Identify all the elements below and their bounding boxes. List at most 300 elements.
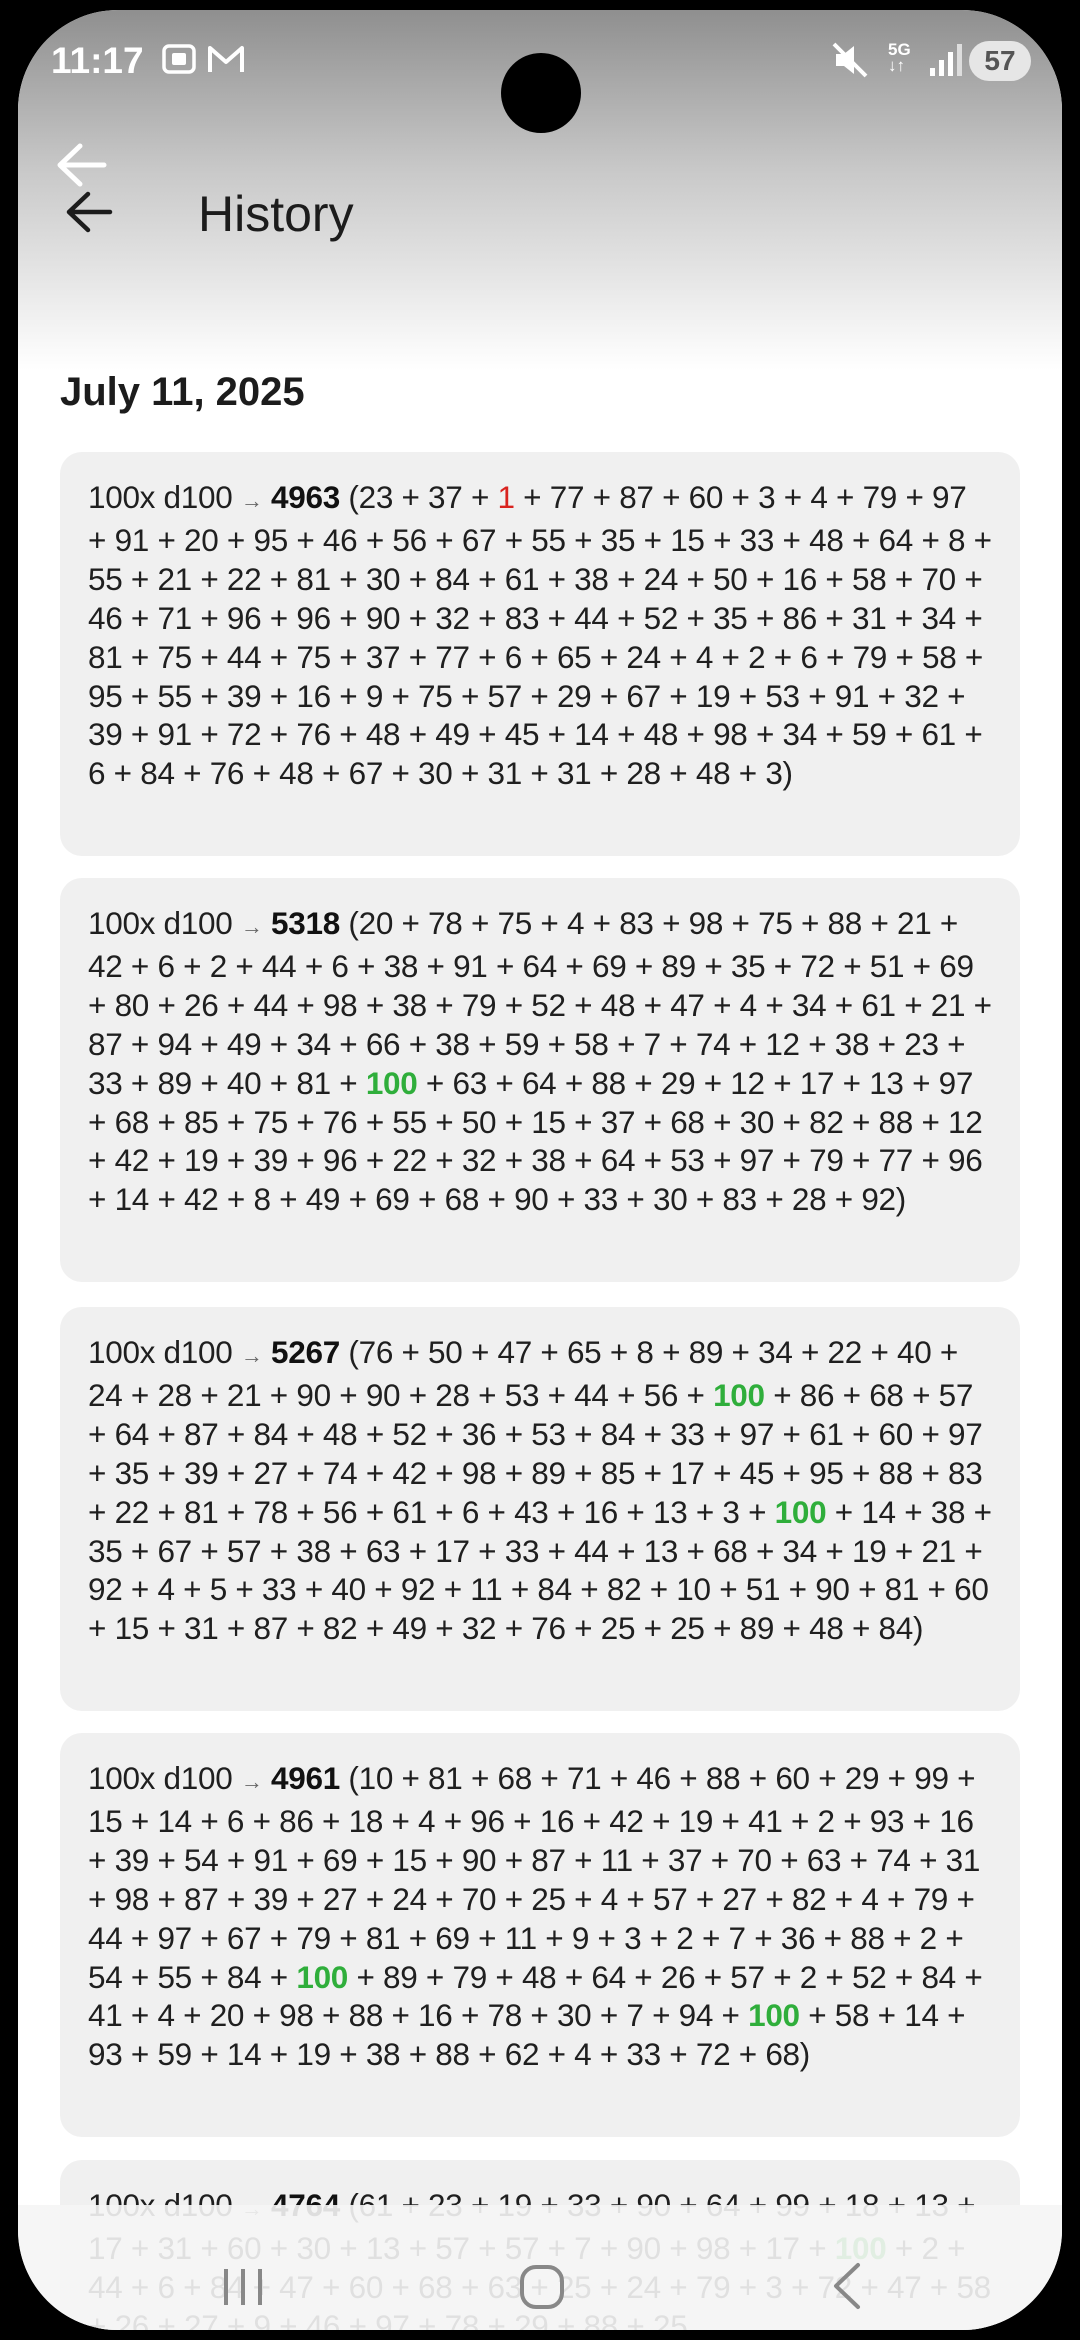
roll-value: 76 <box>531 1610 566 1647</box>
roll-value: 47 <box>670 986 705 1023</box>
roll-value: 87 <box>184 1880 219 1917</box>
roll-value: 14 <box>226 2036 262 2073</box>
roll-value: 69 <box>375 1181 410 1218</box>
roll-value: 13 <box>643 1532 679 1569</box>
roll-value: 48 <box>695 755 731 792</box>
roll-value: 38 <box>365 2036 401 2073</box>
roll-value: 20 <box>184 521 219 558</box>
roll-value: 4 <box>861 1880 879 1917</box>
roll-value: 12 <box>730 1064 765 1101</box>
roll-value: 33 <box>261 1571 297 1608</box>
roll-value: 68 <box>713 1532 748 1569</box>
roll-value: 4 <box>739 986 757 1023</box>
navigation-bar <box>18 2205 1062 2330</box>
roll-value: 16 <box>782 560 817 597</box>
roll-value: 8 <box>253 1181 271 1218</box>
roll-value: 48 <box>365 716 401 753</box>
roll-value: 98 <box>713 716 748 753</box>
roll-value: 96 <box>296 599 331 636</box>
roll-value: 70 <box>921 560 956 597</box>
roll-value: 81 <box>428 1760 463 1796</box>
roll-value: 77 <box>435 638 470 675</box>
roll-value: 65 <box>556 638 592 675</box>
history-entry-card[interactable] <box>60 452 1020 856</box>
roll-value: 7 <box>728 1919 746 1956</box>
roll-value: 28 <box>791 1181 827 1218</box>
roll-value: 90 <box>365 1376 401 1413</box>
roll-value: 67 <box>348 755 384 792</box>
roll-value: 32 <box>461 1142 497 1179</box>
roll-value: 91 <box>834 677 870 714</box>
roll-value: 98 <box>114 1880 150 1917</box>
roll-value: 13 <box>652 1493 688 1530</box>
roll-value: 2 <box>209 947 227 984</box>
roll-value: 48 <box>600 986 636 1023</box>
roll-value: 68 <box>444 1181 480 1218</box>
roll-value: 64 <box>600 1142 636 1179</box>
roll-value: 76 <box>322 1103 358 1140</box>
roll-value: 39 <box>184 1454 219 1491</box>
roll-value: 76 <box>358 1334 394 1370</box>
roll-value: 6 <box>504 638 522 675</box>
roll-value: 7 <box>626 1997 644 2034</box>
roll-value: 71 <box>566 1760 602 1796</box>
roll-value: 60 <box>878 1415 913 1452</box>
roll-value: 47 <box>497 1334 532 1370</box>
roll-value: 57 <box>652 1880 688 1917</box>
roll-value: 67 <box>157 1532 192 1569</box>
roll-value: 38 <box>531 1142 566 1179</box>
history-entry-card[interactable] <box>60 1307 1020 1711</box>
roll-value: 29 <box>660 1064 696 1101</box>
roll-value: 88 <box>850 1919 885 1956</box>
screenshot-icon <box>160 40 198 83</box>
roll-value: 57 <box>487 677 522 714</box>
history-entry-card[interactable] <box>60 878 1020 1282</box>
roll-value: 34 <box>782 1532 817 1569</box>
roll-value: 78 <box>487 1997 522 2034</box>
roll-value: 70 <box>461 1880 497 1917</box>
roll-value: 16 <box>296 677 331 714</box>
roll-value: 20 <box>358 905 394 941</box>
roll-value: 3 <box>758 479 776 515</box>
roll-value: 58 <box>574 1025 609 1062</box>
roll-value: 28 <box>435 1376 470 1413</box>
roll-value: 61 <box>392 1493 427 1530</box>
roll-value: 35 <box>88 1532 123 1569</box>
roll-value: 100 <box>296 1958 349 1995</box>
roll-value: 25 <box>600 1610 636 1647</box>
roll-value: 48 <box>279 755 314 792</box>
roll-value: 90 <box>514 1181 549 1218</box>
roll-value: 23 <box>358 479 394 515</box>
roll-value: 14 <box>861 1493 896 1530</box>
roll-value: 38 <box>383 947 419 984</box>
roll-result-text: 100x d100 → 4961 (10 + 81 + 68 + 71 + 46 + 88 + 60 + 29 + 99 + 15 + 14 + 6 + 86 + 18 + 4 + 96 + 16 + 42 + 19 + 41 + 2 + 93 + 16 + 39 + 54 + 91 + 69 + 15 + 90 + 87 + 11 + 37 + 70 + 63 + 74 + 31 + 98 + 87 + 39 + 27 + 24 + 70 + 25 + 4 + 57 + 27 + 82 + 4 + 79 + 44 + 97 + 67 + 79 + 81 + 69 + 11 + 9 + 3 + 2 + 7 + 36 + 88 + 2 + 54 + 55 + 84 + 100 + 89 + 79 + 48 + 64 + 26 + 57 + 2 + 52 + 84 + 41 + 4 + 20 + 98 + 88 + 16 + 78 + 30 + 7 + 94 + 100 + 58 + 14 + 93 + 59 + 14 + 19 + 38 + 88 + 62 + 4 + 33 + 72 + 68) <box>88 1760 983 2073</box>
dice-expression: 100x d100 <box>88 905 233 941</box>
roll-value: 67 <box>226 1919 262 1956</box>
roll-value: 57 <box>938 1376 974 1413</box>
roll-value: 33 <box>88 1064 123 1101</box>
roll-value: 9 <box>571 1919 590 1956</box>
roll-value: 51 <box>869 947 905 984</box>
roll-value: 29 <box>556 677 592 714</box>
history-entry-card[interactable] <box>60 1733 1020 2137</box>
roll-value: 97 <box>938 1064 974 1101</box>
roll-value: 14 <box>157 1802 192 1839</box>
roll-value: 63 <box>452 1064 487 1101</box>
roll-value: 96 <box>948 1142 983 1179</box>
roll-value: 88 <box>435 2036 470 2073</box>
roll-value: 48 <box>643 716 679 753</box>
roll-value: 38 <box>574 560 609 597</box>
roll-value: 83 <box>948 1454 983 1491</box>
roll-value: 75 <box>157 638 192 675</box>
roll-value: 84 <box>140 755 175 792</box>
roll-value: 15 <box>114 1610 150 1647</box>
roll-value: 82 <box>322 1610 358 1647</box>
roll-value: 89 <box>661 947 696 984</box>
roll-value: 39 <box>226 677 262 714</box>
roll-value: 53 <box>504 1376 540 1413</box>
roll-value: 84 <box>226 1958 262 1995</box>
roll-value: 81 <box>88 638 123 675</box>
roll-value: 42 <box>184 1181 219 1218</box>
roll-value: 10 <box>676 1571 711 1608</box>
roll-value: 22 <box>226 560 262 597</box>
roll-value: 72 <box>695 2036 731 2073</box>
home-icon[interactable] <box>518 2263 566 2316</box>
roll-value: 75 <box>253 1103 288 1140</box>
roll-value: 79 <box>862 479 898 515</box>
roll-value: 44 <box>253 986 288 1023</box>
roll-value: 48 <box>322 1415 358 1452</box>
roll-value: 88 <box>878 1103 913 1140</box>
roll-value: 75 <box>296 638 331 675</box>
roll-value: 57 <box>730 1958 765 1995</box>
roll-value: 46 <box>88 599 123 636</box>
roll-value: 60 <box>954 1571 989 1608</box>
roll-value: 8 <box>636 1334 654 1370</box>
roll-value: 38 <box>930 1493 966 1530</box>
roll-value: 30 <box>365 560 401 597</box>
app-bar <box>18 130 1062 250</box>
roll-value: 77 <box>549 479 585 515</box>
roll-value: 68 <box>497 1760 532 1796</box>
roll-value: 54 <box>184 1841 219 1878</box>
roll-value: 6 <box>157 947 175 984</box>
roll-value: 48 <box>521 1958 557 1995</box>
roll-value: 15 <box>88 1802 123 1839</box>
roll-value: 87 <box>184 1415 219 1452</box>
roll-value: 89 <box>688 1334 724 1370</box>
roll-value: 89 <box>531 1454 566 1491</box>
roll-value: 3 <box>722 1493 740 1530</box>
roll-value: 2 <box>799 1958 817 1995</box>
roll-value: 88 <box>827 905 862 941</box>
roll-value: 64 <box>522 947 557 984</box>
roll-value: 11 <box>470 1571 503 1608</box>
roll-value: 88 <box>705 1760 741 1796</box>
roll-value: 92 <box>861 1181 896 1218</box>
roll-value: 91 <box>114 521 150 558</box>
roll-value: 85 <box>600 1454 636 1491</box>
back-chevron-icon[interactable] <box>828 2261 868 2316</box>
roll-value: 74 <box>695 1025 731 1062</box>
roll-value: 75 <box>497 905 532 941</box>
roll-value: 18 <box>348 1802 384 1839</box>
result-arrow: → <box>240 914 263 939</box>
date-header: July 11, 2025 <box>60 370 305 414</box>
roll-value: 17 <box>799 1064 835 1101</box>
roll-value: 37 <box>428 479 463 515</box>
roll-value: 45 <box>504 716 540 753</box>
roll-value: 58 <box>922 638 957 675</box>
roll-value: 39 <box>253 1880 288 1917</box>
roll-value: 6 <box>226 1802 245 1839</box>
roll-value: 79 <box>809 1142 844 1179</box>
roll-value: 34 <box>921 599 956 636</box>
roll-value: 97 <box>932 479 967 515</box>
roll-value: 63 <box>365 1532 401 1569</box>
roll-value: 84 <box>921 1958 956 1995</box>
roll-value: 19 <box>678 1802 714 1839</box>
roll-value: 100 <box>748 1997 800 2034</box>
roll-value: 23 <box>904 1025 939 1062</box>
roll-value: 91 <box>253 1841 288 1878</box>
roll-value: 37 <box>365 638 401 675</box>
roll-value: 87 <box>253 1610 288 1647</box>
roll-value: 94 <box>678 1997 714 2034</box>
roll-value: 14 <box>904 1997 939 2034</box>
roll-value: 96 <box>470 1802 505 1839</box>
roll-value: 45 <box>739 1454 775 1491</box>
roll-value: 34 <box>296 1025 331 1062</box>
recent-apps-icon[interactable] <box>218 2265 268 2314</box>
roll-value: 44 <box>574 599 609 636</box>
roll-value: 16 <box>539 1802 575 1839</box>
roll-value: 57 <box>226 1532 262 1569</box>
roll-value: 27 <box>722 1880 757 1917</box>
roll-value: 36 <box>780 1919 816 1956</box>
roll-value: 14 <box>574 716 609 753</box>
roll-value: 83 <box>504 599 540 636</box>
roll-value: 74 <box>876 1841 911 1878</box>
roll-value: 93 <box>88 2036 123 2073</box>
roll-value: 2 <box>676 1919 694 1956</box>
roll-value: 20 <box>209 1997 245 2034</box>
dice-expression: 100x d100 <box>88 1760 233 1796</box>
roll-value: 81 <box>296 560 331 597</box>
roll-value: 27 <box>322 1880 358 1917</box>
roll-value: 40 <box>226 1064 262 1101</box>
roll-value: 55 <box>531 521 566 558</box>
roll-value: 21 <box>157 560 192 597</box>
result-arrow: → <box>240 1343 263 1368</box>
roll-value: 42 <box>88 947 123 984</box>
roll-value: 64 <box>591 1958 626 1995</box>
roll-total: 5318 <box>271 905 340 941</box>
roll-value: 35 <box>730 947 766 984</box>
roll-value: 48 <box>809 521 844 558</box>
roll-value: 17 <box>435 1532 470 1569</box>
roll-value: 4 <box>157 1571 175 1608</box>
roll-value: 4 <box>810 479 828 515</box>
roll-value: 75 <box>418 677 453 714</box>
roll-value: 55 <box>157 1958 192 1995</box>
roll-value: 75 <box>758 905 793 941</box>
roll-value: 33 <box>626 2036 661 2073</box>
roll-value: 64 <box>521 1064 557 1101</box>
roll-value: 44 <box>574 1376 609 1413</box>
roll-value: 67 <box>626 677 661 714</box>
page-title: History <box>198 186 354 242</box>
roll-value: 4 <box>418 1802 436 1839</box>
roll-value: 49 <box>305 1181 341 1218</box>
roll-value: 21 <box>930 986 966 1023</box>
roll-value: 98 <box>688 905 724 941</box>
roll-value: 8 <box>948 521 966 558</box>
roll-value: 27 <box>253 1454 288 1491</box>
roll-value: 2 <box>748 638 766 675</box>
roll-value: 59 <box>504 1025 540 1062</box>
roll-total: 5267 <box>271 1334 340 1370</box>
roll-value: 28 <box>157 1376 192 1413</box>
roll-value: 22 <box>114 1493 150 1530</box>
roll-value: 90 <box>815 1571 850 1608</box>
gmail-icon <box>206 40 246 83</box>
roll-value: 19 <box>851 1532 887 1569</box>
roll-value: 30 <box>418 755 453 792</box>
roll-value: 24 <box>88 1376 123 1413</box>
roll-value: 16 <box>418 1997 453 2034</box>
roll-value: 38 <box>296 1532 331 1569</box>
back-arrow-icon[interactable] <box>64 190 124 240</box>
roll-value: 32 <box>435 599 470 636</box>
roll-value: 55 <box>157 677 192 714</box>
roll-value: 31 <box>945 1841 981 1878</box>
roll-value: 17 <box>670 1454 705 1491</box>
roll-result-text: 100x d100 → 5318 (20 + 78 + 75 + 4 + 83 + 98 + 75 + 88 + 21 + 42 + 6 + 2 + 44 + 6 + 38 + 91 + 64 + 69 + 89 + 35 + 72 + 51 + 69 + 80 + 26 + 44 + 98 + 38 + 79 + 52 + 48 + 47 + 4 + 34 + 61 + 21 + 87 + 94 + 49 + 34 + 66 + 38 + 59 + 58 + 7 + 74 + 12 + 38 + 23 + 33 + 89 + 40 + 81 + 100 + 63 + 64 + 88 + 29 + 12 + 17 + 13 + 97 + 68 + 85 + 75 + 76 + 55 + 50 + 15 + 37 + 68 + 30 + 82 + 88 + 12 + 42 + 19 + 39 + 96 + 22 + 32 + 38 + 64 + 53 + 97 + 79 + 77 + 96 + 14 + 42 + 8 + 49 + 69 + 68 + 90 + 33 + 30 + 83 + 28 + 92) <box>88 905 992 1218</box>
roll-total: 4963 <box>271 479 340 515</box>
roll-value: 56 <box>322 1493 358 1530</box>
roll-value: 21 <box>921 1532 956 1569</box>
roll-value: 32 <box>461 1610 497 1647</box>
roll-value: 76 <box>296 716 331 753</box>
roll-value: 83 <box>619 905 654 941</box>
roll-value: 22 <box>827 1334 862 1370</box>
roll-value: 7 <box>643 1025 661 1062</box>
roll-value: 4 <box>574 2036 592 2073</box>
roll-value: 15 <box>531 1103 566 1140</box>
roll-value: 42 <box>114 1142 150 1179</box>
roll-value: 39 <box>253 1142 288 1179</box>
battery-icon <box>969 41 1031 81</box>
roll-value: 6 <box>88 755 106 792</box>
roll-value: 46 <box>322 521 358 558</box>
roll-value: 38 <box>392 986 427 1023</box>
roll-value: 40 <box>897 1334 932 1370</box>
roll-value: 30 <box>739 1103 775 1140</box>
roll-value: 49 <box>226 1025 262 1062</box>
roll-value: 21 <box>226 1376 262 1413</box>
roll-value: 93 <box>869 1802 905 1839</box>
roll-value: 83 <box>722 1181 757 1218</box>
roll-value: 58 <box>851 560 887 597</box>
roll-value: 62 <box>504 2036 540 2073</box>
roll-value: 81 <box>296 1064 331 1101</box>
roll-value: 5 <box>209 1571 227 1608</box>
roll-value: 71 <box>157 599 192 636</box>
roll-value: 33 <box>739 521 775 558</box>
roll-value: 100 <box>774 1493 827 1530</box>
roll-value: 79 <box>296 1919 331 1956</box>
roll-value: 4 <box>566 905 585 941</box>
roll-value: 37 <box>600 1103 636 1140</box>
roll-value: 24 <box>643 560 679 597</box>
roll-value: 95 <box>809 1454 844 1491</box>
roll-result-text: 100x d100 → 5267 (76 + 50 + 47 + 65 + 8 + 89 + 34 + 22 + 40 + 24 + 28 + 21 + 90 + 90 + 28 + 53 + 44 + 56 + 100 + 86 + 68 + 57 + 64 + 87 + 84 + 48 + 52 + 36 + 53 + 84 + 33 + 97 + 61 + 60 + 97 + 35 + 39 + 27 + 74 + 42 + 98 + 89 + 85 + 17 + 45 + 95 + 88 + 83 + 22 + 81 + 78 + 56 + 61 + 6 + 43 + 16 + 13 + 3 + 100 + 14 + 38 + 35 + 67 + 57 + 38 + 63 + 17 + 33 + 44 + 13 + 68 + 34 + 19 + 21 + 92 + 4 + 5 + 33 + 40 + 92 + 11 + 84 + 82 + 10 + 51 + 90 + 81 + 60 + 15 + 31 + 87 + 82 + 49 + 32 + 76 + 25 + 25 + 89 + 48 + 84) <box>88 1334 992 1647</box>
roll-value: 95 <box>88 677 123 714</box>
roll-value: 44 <box>88 1919 123 1956</box>
roll-value: 77 <box>878 1142 913 1179</box>
roll-value: 68 <box>869 1376 904 1413</box>
roll-value: 28 <box>626 755 661 792</box>
roll-value: 10 <box>358 1760 394 1796</box>
roll-value: 79 <box>461 986 497 1023</box>
roll-value: 81 <box>365 1919 401 1956</box>
roll-value: 1 <box>497 479 515 515</box>
roll-value: 90 <box>296 1376 331 1413</box>
roll-value: 6 <box>331 947 349 984</box>
roll-value: 72 <box>800 947 835 984</box>
roll-value: 84 <box>600 1415 636 1452</box>
roll-value: 6 <box>800 638 818 675</box>
roll-value: 35 <box>114 1454 150 1491</box>
roll-value: 4 <box>157 1997 175 2034</box>
roll-value: 48 <box>809 1610 844 1647</box>
roll-value: 54 <box>88 1958 123 1995</box>
roll-value: 86 <box>799 1376 835 1413</box>
roll-value: 68 <box>114 1103 150 1140</box>
roll-value: 67 <box>461 521 497 558</box>
roll-value: 89 <box>739 1610 775 1647</box>
roll-value: 96 <box>322 1142 358 1179</box>
roll-value: 87 <box>88 1025 123 1062</box>
roll-value: 19 <box>296 2036 331 2073</box>
roll-value: 34 <box>791 986 827 1023</box>
roll-value: 86 <box>782 599 817 636</box>
dice-expression: 100x d100 <box>88 479 233 515</box>
roll-value: 61 <box>861 986 896 1023</box>
phone-screen <box>18 10 1062 2330</box>
roll-value: 78 <box>428 905 463 941</box>
roll-value: 98 <box>279 1997 314 2034</box>
roll-value: 22 <box>392 1142 427 1179</box>
roll-result-text: 100x d100 → 4963 (23 + 37 + 1 + 77 + 87 + 60 + 3 + 4 + 79 + 97 + 91 + 20 + 95 + 46 + 56 + 67 + 55 + 35 + 15 + 33 + 48 + 64 + 8 + 55 + 21 + 22 + 81 + 30 + 84 + 61 + 38 + 24 + 50 + 16 + 58 + 70 + 46 + 71 + 96 + 96 + 90 + 32 + 83 + 44 + 52 + 35 + 86 + 31 + 34 + 81 + 75 + 44 + 75 + 37 + 77 + 6 + 65 + 24 + 4 + 2 + 6 + 79 + 58 + 95 + 55 + 39 + 16 + 9 + 75 + 57 + 29 + 67 + 19 + 53 + 91 + 32 + 39 + 91 + 72 + 76 + 48 + 49 + 45 + 14 + 48 + 98 + 34 + 59 + 61 + 6 + 84 + 76 + 48 + 67 + 30 + 31 + 31 + 28 + 48 + 3) <box>88 479 992 792</box>
roll-value: 99 <box>914 1760 949 1796</box>
dice-expression: 100x d100 <box>88 1334 233 1370</box>
roll-value: 82 <box>809 1103 844 1140</box>
roll-value: 97 <box>739 1415 775 1452</box>
roll-value: 4 <box>600 1880 618 1917</box>
roll-value: 64 <box>878 521 913 558</box>
roll-value: 98 <box>322 986 358 1023</box>
roll-value: 2 <box>817 1802 835 1839</box>
roll-value: 31 <box>487 755 522 792</box>
roll-value: 34 <box>782 716 817 753</box>
roll-value: 4 <box>695 638 714 675</box>
